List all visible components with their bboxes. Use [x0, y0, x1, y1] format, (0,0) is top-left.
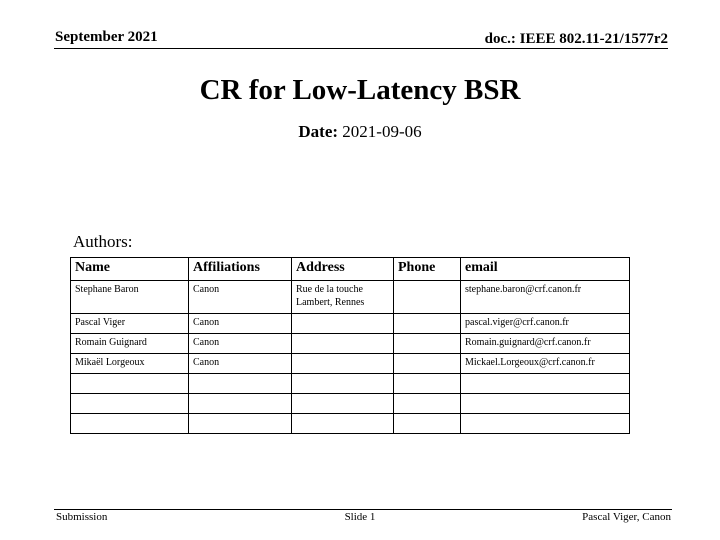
cell-name: [71, 374, 189, 394]
date-line: [0, 122, 720, 142]
cell-email: Romain.guignard@crf.canon.fr: [461, 334, 630, 354]
table-row: [71, 374, 630, 394]
table-row: [71, 354, 630, 374]
table-header-row: [71, 258, 630, 281]
cell-address: [292, 334, 394, 354]
cell-affiliation: [189, 374, 292, 394]
cell-phone: [394, 414, 461, 434]
cell-phone: [394, 334, 461, 354]
cell-email: Mickael.Lorgeoux@crf.canon.fr: [461, 354, 630, 374]
table-row: [71, 314, 630, 334]
cell-address: [292, 414, 394, 434]
cell-phone: [394, 314, 461, 334]
header-phone: Phone: [394, 258, 461, 281]
slide-title: CR for Low-Latency BSR: [199, 74, 521, 106]
cell-address: [292, 354, 394, 374]
table-row: [71, 281, 630, 314]
cell-affiliation: Canon: [189, 314, 292, 334]
cell-affiliation: [189, 394, 292, 414]
cell-address: [292, 374, 394, 394]
cell-name: Pascal Viger: [71, 314, 189, 334]
cell-phone: [394, 281, 461, 314]
cell-address: Rue de la touche Lambert, Rennes: [292, 281, 394, 314]
cell-phone: [394, 374, 461, 394]
table-row: [71, 334, 630, 354]
table-row: [71, 394, 630, 414]
cell-name: [71, 414, 189, 434]
cell-email: stephane.baron@crf.canon.fr: [461, 281, 630, 314]
cell-affiliation: [189, 414, 292, 434]
header-address: Address: [292, 258, 394, 281]
authors-table: [70, 257, 630, 434]
header-name: Name: [71, 258, 189, 281]
cell-name: Romain Guignard: [71, 334, 189, 354]
cell-email: [461, 394, 630, 414]
cell-email: pascal.viger@crf.canon.fr: [461, 314, 630, 334]
cell-affiliation: Canon: [189, 354, 292, 374]
cell-address: [292, 394, 394, 414]
footer-submission: Submission: [56, 511, 108, 523]
date-label: Date:: [298, 122, 339, 141]
date-value: 2021-09-06: [342, 122, 422, 141]
header-email: email: [461, 258, 630, 281]
table-row: [71, 414, 630, 434]
footer-divider: [54, 509, 672, 510]
cell-address: [292, 314, 394, 334]
cell-affiliation: Canon: [189, 281, 292, 314]
cell-phone: [394, 354, 461, 374]
cell-name: Mikaël Lorgeoux: [71, 354, 189, 374]
cell-email: [461, 414, 630, 434]
cell-email: [461, 374, 630, 394]
cell-name: [71, 394, 189, 414]
header-divider: [54, 48, 668, 49]
header-date: September 2021: [55, 29, 158, 45]
authors-label: Authors:: [73, 232, 133, 251]
cell-affiliation: Canon: [189, 334, 292, 354]
footer-author: Pascal Viger, Canon: [582, 511, 671, 523]
cell-name: Stephane Baron: [71, 281, 189, 314]
cell-phone: [394, 394, 461, 414]
footer-slide-number: Slide 1: [344, 511, 376, 523]
header-doc-id: doc.: IEEE 802.11-21/1577r2: [484, 31, 668, 47]
header-affiliations: Affiliations: [189, 258, 292, 281]
